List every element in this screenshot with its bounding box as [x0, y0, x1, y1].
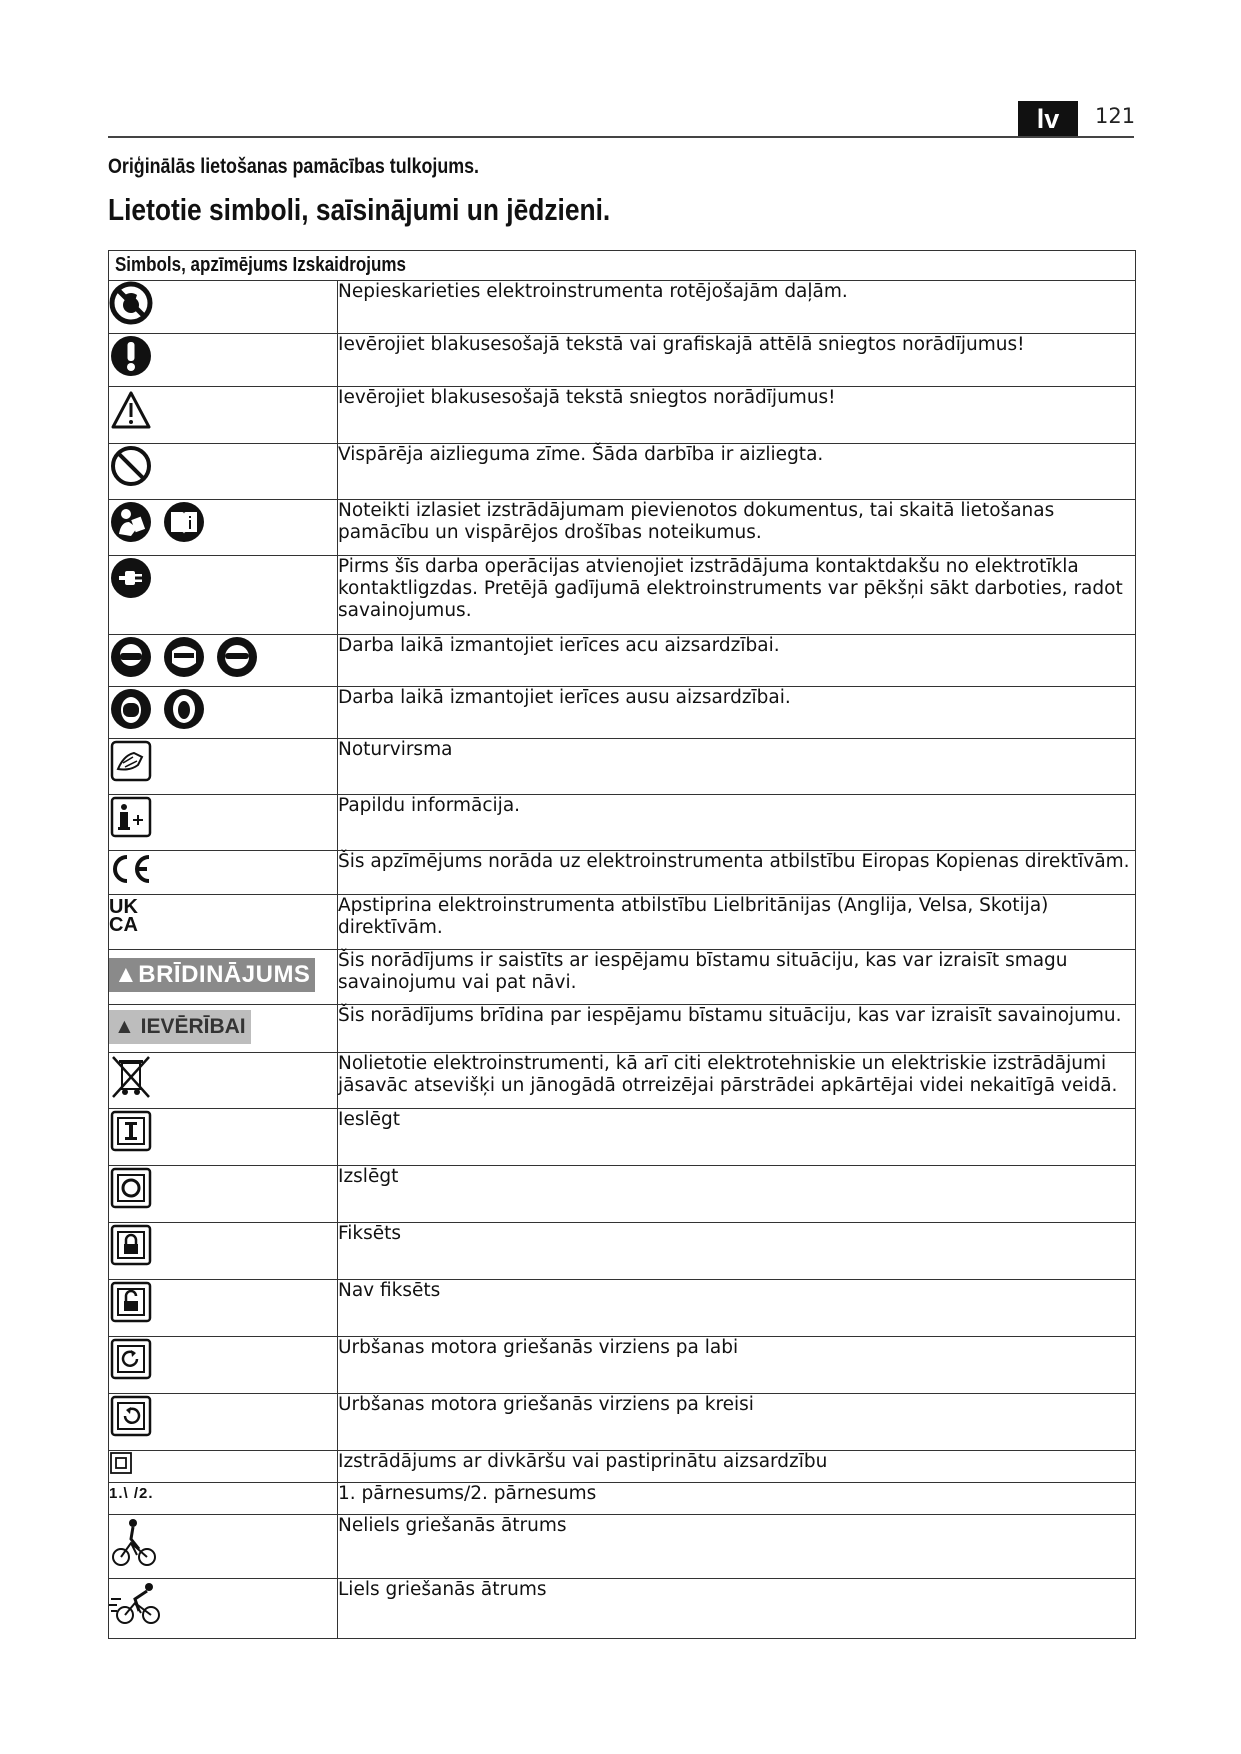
explanation-cell: Papildu informācija. — [338, 795, 1136, 851]
power-on-icon — [109, 1109, 153, 1153]
lock-closed-icon — [109, 1223, 153, 1267]
warning-badge-label: BRĪDINĀJUMS — [138, 961, 311, 988]
symbol-cell — [109, 1005, 338, 1053]
explanation-cell: Darba laikā izmantojiet ierīces acu aizsardzībai. — [338, 635, 1136, 687]
explanation-cell: Pirms šīs darba operācijas atvienojiet izstrādājuma kontaktdakšu no elektrotīkla kontaktligzdas. Pretējā gadījumā elektroinstruments var pēkšņi sākt darboties, radot savainojumus. — [338, 556, 1136, 635]
symbol-cell — [109, 1515, 338, 1579]
table-header-row — [109, 251, 1136, 281]
symbol-cell — [109, 1223, 338, 1280]
symbol-cell — [109, 1280, 338, 1337]
table-row — [109, 1515, 1136, 1579]
explanation-cell: Urbšanas motora griešanās virziens pa kreisi — [338, 1394, 1136, 1451]
table-row — [109, 795, 1136, 851]
symbol-cell — [109, 687, 338, 739]
warning-triangle-icon — [109, 387, 153, 431]
no-touch-rotating-icon — [109, 281, 153, 325]
table-row — [109, 1394, 1136, 1451]
symbol-cell — [109, 387, 338, 444]
explanation-cell: Šis apzīmējums norāda uz elektroinstrumenta atbilstību Eiropas Kopienas direktīvām. — [338, 851, 1136, 895]
slow-speed-bicycle-icon — [109, 1515, 159, 1569]
weee-bin-icon — [109, 1053, 153, 1101]
column-header-explanation-label: Izskaidrojums — [292, 254, 406, 276]
explanation-cell: Noteikti izlasiet izstrādājumam pievienotos dokumentus, tai skaitā lietošanas pamācību un vispārējos drošības noteikumus. — [338, 500, 1136, 556]
table-row — [109, 500, 1136, 556]
symbol-cell — [109, 1109, 338, 1166]
table-row — [109, 1337, 1136, 1394]
page-title: Lietotie simboli, saīsinājumi un jēdzieni. — [108, 192, 611, 227]
rotate-left-icon — [109, 1394, 153, 1438]
symbol-cell — [109, 1394, 338, 1451]
explanation-cell: Noturvirsma — [338, 739, 1136, 795]
fast-speed-bicycle-icon — [109, 1579, 165, 1629]
mandatory-attention-icon — [109, 334, 153, 378]
table-row — [109, 1053, 1136, 1109]
symbol-cell — [109, 500, 338, 556]
table-row — [109, 895, 1136, 950]
caution-badge: ▲ IEVĒRĪBAI — [109, 1010, 251, 1044]
table-row — [109, 1451, 1136, 1483]
rotate-right-icon — [109, 1337, 153, 1381]
explanation-cell: Fiksēts — [338, 1223, 1136, 1280]
table-row — [109, 387, 1136, 444]
symbol-cell — [109, 1337, 338, 1394]
explanation-cell: Izstrādājums ar divkāršu vai pastiprinātu aizsardzību — [338, 1451, 1136, 1483]
table-row — [109, 739, 1136, 795]
table-row — [109, 1166, 1136, 1223]
prohibition-icon — [109, 444, 153, 488]
symbol-cell — [109, 1483, 338, 1515]
column-header-symbol — [109, 251, 406, 281]
language-badge: lv — [1018, 101, 1078, 137]
symbol-cell — [109, 444, 338, 500]
table-row — [109, 334, 1136, 387]
explanation-cell: Šis norādījums ir saistīts ar iespējamu bīstamu situāciju, kas var izraisīt smagu savainojumu vai pat nāvi. — [338, 950, 1136, 1005]
earplugs-icon — [162, 687, 206, 731]
table-row — [109, 1483, 1136, 1515]
info-plus-icon — [109, 795, 153, 839]
symbol-cell — [109, 1579, 338, 1639]
read-manual-book-icon — [162, 500, 206, 544]
symbol-cell — [109, 1053, 338, 1109]
unplug-icon — [109, 556, 153, 600]
symbol-cell — [109, 556, 338, 635]
caution-badge-label: IEVĒRĪBAI — [140, 1015, 246, 1038]
table-row — [109, 1223, 1136, 1280]
safety-glasses-icon — [215, 635, 259, 679]
table-row — [109, 687, 1136, 739]
symbol-cell — [109, 281, 338, 334]
symbol-cell — [109, 950, 338, 1005]
ukca-mark-icon: UK CA — [109, 896, 138, 936]
explanation-cell: Darba laikā izmantojiet ierīces ausu aizsardzībai. — [338, 687, 1136, 739]
explanation-cell: Šis norādījums brīdina par iespējamu bīstamu situāciju, kas var izraisīt savainojumu. — [338, 1005, 1136, 1053]
column-header-explanation — [338, 251, 1136, 281]
symbols-table — [108, 250, 1136, 1639]
explanation-cell: Vispārēja aizlieguma zīme. Šāda darbība ir aizliegta. — [338, 444, 1136, 500]
grip-surface-icon — [109, 739, 153, 783]
lock-open-icon — [109, 1280, 153, 1324]
earmuffs-icon — [109, 687, 153, 731]
table-row — [109, 1005, 1136, 1053]
symbol-cell — [109, 334, 338, 387]
gear-select-icon: 1.\ /2. — [109, 1485, 154, 1502]
table-row — [109, 635, 1136, 687]
column-header-symbol-label: Simbols, apzīmējums — [114, 254, 288, 276]
explanation-cell: Ieslēgt — [338, 1109, 1136, 1166]
explanation-cell: Nav fiksēts — [338, 1280, 1136, 1337]
double-insulation-icon — [109, 1451, 133, 1475]
explanation-cell: Nolietotie elektroinstrumenti, kā arī citi elektrotehniskie un elektriskie izstrādājumi jāsavāc atsevišķi un jānogādā otrreizējai pārstrādei apkārtējai videi nekaitīgā veidā. — [338, 1053, 1136, 1109]
table-row — [109, 851, 1136, 895]
explanation-cell: Nepieskarieties elektroinstrumenta rotējošajām daļām. — [338, 281, 1136, 334]
ce-mark-icon — [109, 851, 155, 887]
warning-badge: ▲BRĪDINĀJUMS — [109, 958, 315, 992]
header-rule — [108, 136, 1134, 138]
table-row — [109, 1280, 1136, 1337]
symbol-cell — [109, 1166, 338, 1223]
explanation-cell: Urbšanas motora griešanās virziens pa labi — [338, 1337, 1136, 1394]
symbol-cell — [109, 635, 338, 687]
explanation-cell: Ievērojiet blakusesošajā tekstā vai grafiskajā attēlā sniegtos norādījumus! — [338, 334, 1136, 387]
document-subtitle: Oriģinālās lietošanas pamācības tulkojums. — [108, 155, 480, 178]
table-row — [109, 1109, 1136, 1166]
table-row — [109, 1579, 1136, 1639]
page-number: 121 — [1095, 104, 1136, 128]
table-row — [109, 444, 1136, 500]
explanation-cell: Liels griešanās ātrums — [338, 1579, 1136, 1639]
goggles-icon — [109, 635, 153, 679]
table-row — [109, 556, 1136, 635]
symbol-cell — [109, 1451, 338, 1483]
table-row — [109, 281, 1136, 334]
table-row — [109, 950, 1136, 1005]
explanation-cell: Izslēgt — [338, 1166, 1136, 1223]
power-off-icon — [109, 1166, 153, 1210]
explanation-cell: 1. pārnesums/2. pārnesums — [338, 1483, 1136, 1515]
read-manual-person-icon — [109, 500, 153, 544]
face-shield-icon — [162, 635, 206, 679]
explanation-cell: Neliels griešanās ātrums — [338, 1515, 1136, 1579]
explanation-cell: Ievērojiet blakusesošajā tekstā sniegtos norādījumus! — [338, 387, 1136, 444]
symbol-cell — [109, 851, 338, 895]
symbol-cell — [109, 895, 338, 950]
symbol-cell — [109, 739, 338, 795]
symbol-cell — [109, 795, 338, 851]
explanation-cell: Apstiprina elektroinstrumenta atbilstību Lielbritānijas (Anglija, Velsa, Skotija) direktīvām. — [338, 895, 1136, 950]
